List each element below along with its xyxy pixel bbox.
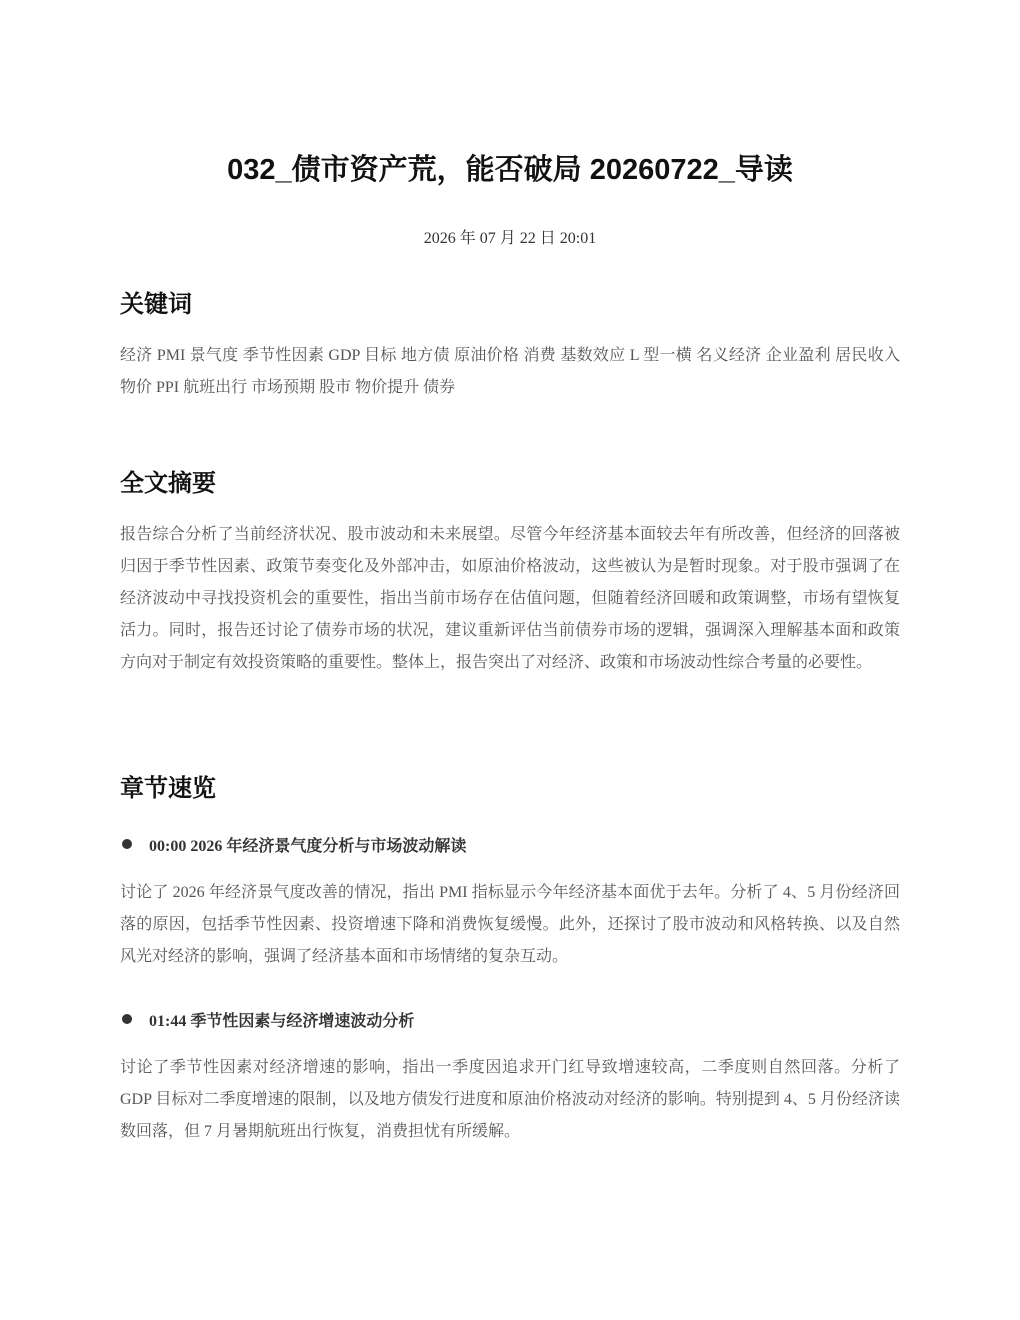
chapter-title: 01:44 季节性因素与经济增速波动分析 bbox=[149, 1012, 415, 1030]
chapter-item bbox=[120, 829, 900, 973]
bullet-icon bbox=[122, 839, 132, 849]
chapter-title: 00:00 2026 年经济景气度分析与市场波动解读 bbox=[149, 837, 467, 855]
chapter-header bbox=[120, 829, 900, 859]
chapter-item bbox=[120, 1004, 900, 1148]
summary-heading: 全文摘要 bbox=[120, 470, 216, 497]
chapter-header bbox=[120, 1004, 900, 1034]
chapters-heading: 章节速览 bbox=[120, 775, 216, 802]
summary-text: 报告综合分析了当前经济状况、股市波动和未来展望。尽管今年经济基本面较去年有所改善，但经济的回落被归因于季节性因素、政策节奏变化及外部冲击，如原油价格波动，这些被认为是暂时现象。对于股市强调了在经济波动中寻找投资机会的重要性，指出当前市场存在估值问题，但随着经济回暖和政策调整，市场有望恢复活力。同时，报告还讨论了债券市场的状况，建议重新评估当前债券市场的逻辑，强调深入理解基本面和政策方向对于制定有效投资策略的重要性。整体上，报告突出了对经济、政策和市场波动性综合考量的必要性。 bbox=[120, 526, 900, 671]
bullet-icon bbox=[122, 1014, 132, 1024]
keywords-text: 经济 PMI 景气度 季节性因素 GDP 目标 地方债 原油价格 消费 基数效应 L 型一横 名义经济 企业盈利 居民收入 物价 PPI 航班出行 市场预期 股市 物价提升 债券 bbox=[120, 347, 900, 396]
chapter-description: 讨论了 2026 年经济景气度改善的情况，指出 PMI 指标显示今年经济基本面优于去年。分析了 4、5 月份经济回落的原因，包括季节性因素、投资增速下降和消费恢复缓慢。此外，还探讨了股市波动和风格转换、以及自然风光对经济的影响，强调了经济基本面和市场情绪的复杂互动。 bbox=[120, 884, 900, 965]
document-date: 2026 年 07 月 22 日 20:01 bbox=[423, 230, 597, 247]
keywords-heading: 关键词 bbox=[120, 291, 192, 318]
document-title: 032_债市资产荒，能否破局 20260722_导读 bbox=[227, 154, 793, 186]
chapter-description: 讨论了季节性因素对经济增速的影响，指出一季度因追求开门红导致增速较高，二季度则自然回落。分析了 GDP 目标对二季度增速的限制，以及地方债发行进度和原油价格波动对经济的影响。特别提到 4、5 月份经济读数回落，但 7 月暑期航班出行恢复，消费担忧有所缓解。 bbox=[120, 1059, 900, 1140]
